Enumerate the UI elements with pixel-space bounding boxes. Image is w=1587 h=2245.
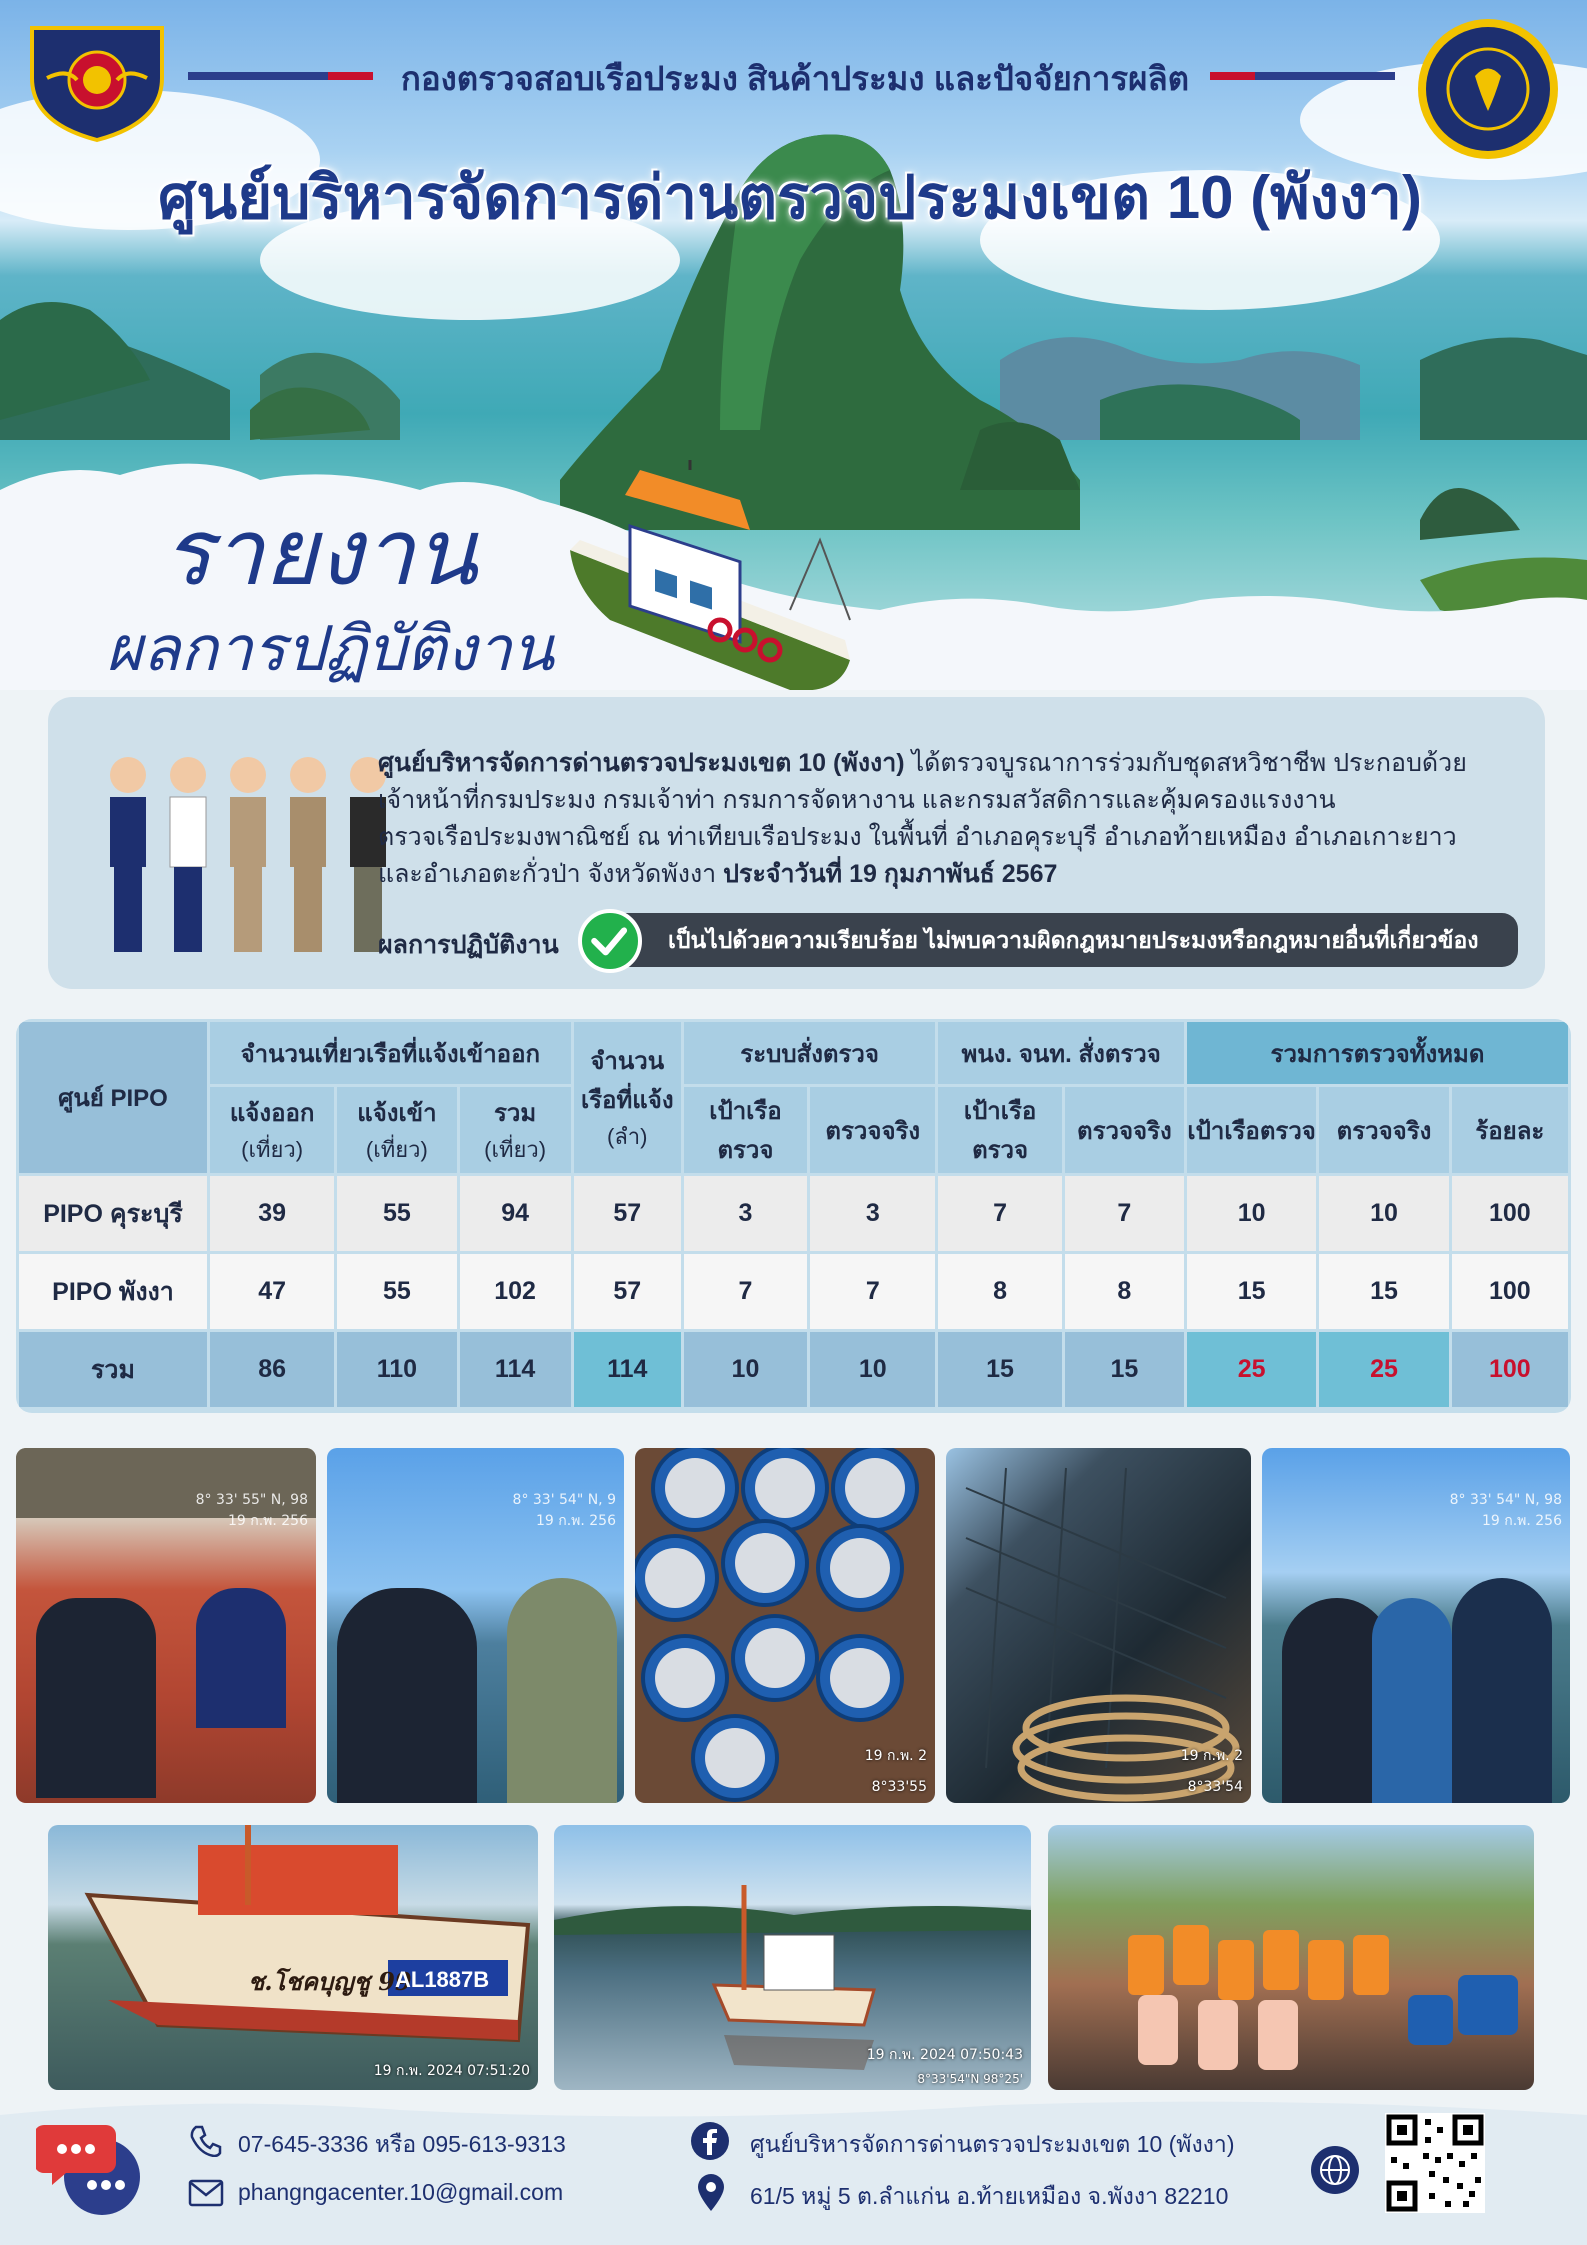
worker-figure — [1452, 1578, 1552, 1803]
photo-date-stamp: 19 ก.พ. 2024 07:50:43 — [866, 2047, 1023, 2063]
department-of-fisheries-seal — [1415, 16, 1561, 162]
row-center-name: PIPO คุระบุรี — [19, 1176, 207, 1251]
cell-in: 110 — [337, 1332, 456, 1407]
cell-sum: 102 — [460, 1254, 571, 1329]
col-out-header — [210, 1087, 334, 1173]
photo-date-stamp: 19 ก.พ. 2 — [864, 1748, 927, 1764]
header-rule-blue — [1255, 72, 1395, 80]
photo-date-stamp: 19 ก.พ. 2024 07:51:20 — [373, 2063, 530, 2079]
cell-sys-actual: 7 — [810, 1254, 935, 1329]
col-total-group-header: รวมการตรวจทั้งหมด — [1187, 1022, 1568, 1084]
footer-phone: 07-645-3336 หรือ 095-613-9313 — [238, 2131, 566, 2157]
cell-percent: 100 — [1452, 1176, 1568, 1251]
cell-tot-target: 10 — [1187, 1176, 1316, 1251]
photo-gps-stamp: 8° 33' 55" N, 98 — [195, 1492, 308, 1508]
cell-sum: 94 — [460, 1176, 571, 1251]
col-off-actual-header: ตรวจจริง — [1065, 1087, 1184, 1173]
cell-out: 86 — [210, 1332, 334, 1407]
fishing-boat-illustration — [550, 460, 890, 690]
photo-gps-stamp: 8°33'54"N 98°25' — [917, 2072, 1023, 2086]
photo-date-stamp: 19 ก.พ. 2 — [1180, 1748, 1243, 1764]
footer-facebook[interactable]: ศูนย์บริหารจัดการด่านตรวจประมงเขต 10 (พังงา) — [750, 2131, 1235, 2157]
report-subheading: ผลการปฏิบัติงาน — [105, 612, 555, 685]
col-system-group-header: ระบบสั่งตรวจ — [684, 1022, 936, 1084]
col-in-header — [337, 1087, 456, 1173]
cell-in: 55 — [337, 1254, 456, 1329]
photo-fish-baskets — [635, 1448, 935, 1803]
col-off-target-header: เป้าเรือตรวจ — [938, 1087, 1061, 1173]
photo-fishing-net — [946, 1448, 1251, 1803]
result-row — [378, 913, 1518, 969]
footer-address: 61/5 หมู่ 5 ต.ลำแก่น อ.ท้ายเหมือง จ.พังงา 82210 — [750, 2183, 1229, 2209]
email-icon — [188, 2179, 224, 2207]
result-label: ผลการปฏิบัติงาน — [378, 931, 559, 959]
photo-boat-hull — [48, 1825, 538, 2090]
report-date: ประจำวันที่ 19 กุมภาพันธ์ 2567 — [723, 860, 1058, 888]
cell-tot-actual: 15 — [1319, 1254, 1448, 1329]
worker-figure — [1372, 1598, 1452, 1803]
center-title: ศูนย์บริหารจัดการด่านตรวจประมงเขต 10 (พังงา) — [158, 164, 1422, 231]
header-rule-red — [1210, 72, 1255, 80]
cell-boats: 57 — [574, 1254, 681, 1329]
cell-tot-actual: 25 — [1319, 1332, 1448, 1407]
photo-date-stamp: 19 ก.พ. 256 — [227, 1513, 308, 1529]
col-boats-header — [574, 1022, 681, 1173]
officers-illustration — [88, 747, 408, 957]
trip-unit: (เที่ยว) — [241, 1137, 304, 1162]
report-line-3: ตรวจเรือประมงพาณิชย์ ณ ท่าเทียบเรือประมง ในพื้นที่ อำเภอคุระบุรี อำเภอท้ายเหมือง อำเภอเกาะยาว — [378, 823, 1457, 851]
qr-code-icon[interactable] — [1385, 2113, 1485, 2213]
officer-figure — [337, 1588, 477, 1803]
info-card — [48, 697, 1545, 989]
footer — [0, 2095, 1587, 2245]
col-sys-actual-header: ตรวจจริง — [810, 1087, 935, 1173]
table-row — [19, 1176, 1568, 1251]
result-status: เป็นไปด้วยความเรียบร้อย ไม่พบความผิดกฎหมายประมงหรือกฎหมายอื่นที่เกี่ยวข้อง — [588, 913, 1518, 967]
out-label: แจ้งออก — [229, 1100, 315, 1127]
boat-plate: AL1887B — [395, 1967, 490, 1992]
photo-crew-inspection — [1262, 1448, 1570, 1803]
photo-date-stamp: 19 ก.พ. 256 — [1481, 1513, 1562, 1529]
boat-hull-image — [48, 1825, 538, 2090]
table-row — [19, 1254, 1568, 1329]
crew-group-image — [1048, 1825, 1534, 2090]
col-trips-group-header: จำนวนเที่ยวเรือที่แจ้งเข้าออก — [210, 1022, 571, 1084]
report-line-2: เจ้าหน้าที่กรมประมง กรมเจ้าท่า กรมการจัดหางาน และกรมสวัสดิการและคุ้มครองแรงงาน — [378, 786, 1336, 814]
cell-off-target: 8 — [938, 1254, 1061, 1329]
row-center-name: PIPO พังงา — [19, 1254, 207, 1329]
org-name: ศูนย์บริหารจัดการด่านตรวจประมงเขต 10 (พังงา) — [378, 749, 905, 777]
pipo-stats-table — [16, 1019, 1571, 1413]
cell-out: 39 — [210, 1176, 334, 1251]
cell-sys-actual: 3 — [810, 1176, 935, 1251]
cell-off-target: 7 — [938, 1176, 1061, 1251]
table-total-row — [19, 1332, 1568, 1407]
report-line-4: และอำเภอตะกั่วป่า จังหวัดพังงา — [378, 860, 724, 888]
col-sum-header — [460, 1087, 571, 1173]
cell-sys-target: 10 — [684, 1332, 807, 1407]
cell-percent: 100 — [1452, 1254, 1568, 1329]
report-line-1: ได้ตรวจบูรณาการร่วมกับชุดสหวิชาชีพ ประกอบด้วย — [904, 749, 1467, 777]
cell-sys-actual: 10 — [810, 1332, 935, 1407]
cell-sum: 114 — [460, 1332, 571, 1407]
sum-label: รวม — [494, 1100, 537, 1127]
officer-figure — [36, 1598, 156, 1798]
phone-icon — [188, 2123, 222, 2157]
in-label: แจ้งเข้า — [357, 1100, 437, 1127]
trip-unit: (เที่ยว) — [365, 1137, 428, 1162]
hero-banner — [0, 0, 1587, 690]
cell-percent: 100 — [1452, 1332, 1568, 1407]
photo-date-stamp: 19 ก.พ. 256 — [535, 1513, 616, 1529]
check-icon — [578, 909, 642, 973]
fishery-inspection-logo — [22, 18, 172, 146]
header-rule-blue — [188, 72, 328, 80]
globe-icon[interactable] — [1310, 2145, 1360, 2195]
col-tot-target-header: เป้าเรือตรวจ — [1187, 1087, 1316, 1173]
facebook-icon — [690, 2121, 730, 2161]
cell-off-actual: 15 — [1065, 1332, 1184, 1407]
boats-header-label: จำนวนเรือที่แจ้ง — [580, 1048, 674, 1114]
boats-unit: (ลำ) — [607, 1124, 648, 1149]
row-center-name: รวม — [19, 1332, 207, 1407]
photo-gps-stamp: 8°33'54 — [1187, 1779, 1243, 1795]
boat-name: ช.โชคบุญชู 99 — [248, 1967, 412, 1996]
col-tot-actual-header: ตรวจจริง — [1319, 1087, 1448, 1173]
photo-officer-phone — [327, 1448, 624, 1803]
photo-gps-stamp: 8° 33' 54" N, 9 — [512, 1492, 616, 1508]
department-title: กองตรวจสอบเรือประมง สินค้าประมง และปัจจัยการผลิต — [400, 60, 1190, 97]
cell-tot-target: 25 — [1187, 1332, 1316, 1407]
cell-tot-target: 15 — [1187, 1254, 1316, 1329]
cell-out: 47 — [210, 1254, 334, 1329]
col-officer-group-header: พนง. จนท. สั่งตรวจ — [938, 1022, 1184, 1084]
cell-off-actual: 7 — [1065, 1176, 1184, 1251]
worker-figure — [507, 1578, 617, 1803]
cell-in: 55 — [337, 1176, 456, 1251]
chat-bubble-icon — [36, 2115, 140, 2219]
report-heading: รายงาน — [162, 499, 478, 606]
officer-figure — [196, 1588, 286, 1728]
photo-crew-lifejackets — [1048, 1825, 1534, 2090]
col-center-header: ศูนย์ PIPO — [19, 1022, 207, 1173]
cell-boats: 114 — [574, 1332, 681, 1407]
photo-document-check — [16, 1448, 316, 1803]
header-rule-red — [328, 72, 373, 80]
cell-sys-target: 7 — [684, 1254, 807, 1329]
cell-off-actual: 8 — [1065, 1254, 1184, 1329]
photo-gps-stamp: 8° 33' 54" N, 98 — [1449, 1492, 1562, 1508]
footer-email[interactable]: phangngacenter.10@gmail.com — [238, 2179, 564, 2205]
col-percent-header: ร้อยละ — [1452, 1087, 1568, 1173]
photo-boat-at-sea — [554, 1825, 1031, 2090]
report-description — [378, 745, 1518, 893]
col-sys-target-header: เป้าเรือตรวจ — [684, 1087, 807, 1173]
cell-sys-target: 3 — [684, 1176, 807, 1251]
trip-unit: (เที่ยว) — [484, 1137, 547, 1162]
photo-gps-stamp: 8°33'55 — [871, 1779, 927, 1795]
location-pin-icon — [696, 2173, 726, 2213]
cell-off-target: 15 — [938, 1332, 1061, 1407]
cell-tot-actual: 10 — [1319, 1176, 1448, 1251]
cell-boats: 57 — [574, 1176, 681, 1251]
